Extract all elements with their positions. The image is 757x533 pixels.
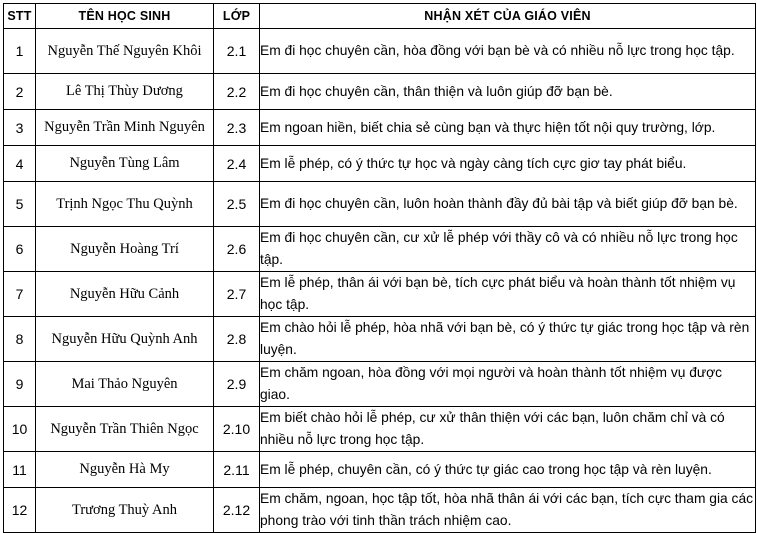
row-student-name: Mai Thảo Nguyên (36, 362, 214, 407)
table-row (4, 74, 756, 110)
row-student-name: Trịnh Ngọc Thu Quỳnh (36, 182, 214, 227)
row-student-name: Nguyễn Tùng Lâm (36, 146, 214, 182)
row-stt: 11 (4, 452, 36, 488)
row-student-name: Nguyễn Hà My (36, 452, 214, 488)
row-comment: Em đi học chuyên cần, thân thiện và luôn giúp đỡ bạn bè. (260, 74, 756, 110)
row-comment: Em lễ phép, thân ái với bạn bè, tích cực phát biểu và hoàn thành tốt nhiệm vụ học tập. (260, 272, 756, 317)
row-comment: Em đi học chuyên cần, cư xử lễ phép với thầy cô và có nhiều nỗ lực trong học tập. (260, 227, 756, 272)
row-stt: 6 (4, 227, 36, 272)
row-student-name: Nguyễn Hữu Cảnh (36, 272, 214, 317)
row-class: 2.1 (214, 29, 260, 74)
table-row (4, 272, 756, 317)
row-stt: 5 (4, 182, 36, 227)
header-stt: STT (4, 4, 36, 29)
table-row (4, 452, 756, 488)
table-row (4, 182, 756, 227)
table-row (4, 227, 756, 272)
table-row (4, 146, 756, 182)
row-class: 2.2 (214, 74, 260, 110)
row-class: 2.9 (214, 362, 260, 407)
row-class: 2.3 (214, 110, 260, 146)
row-stt: 9 (4, 362, 36, 407)
row-student-name: Lê Thị Thùy Dương (36, 74, 214, 110)
row-class: 2.4 (214, 146, 260, 182)
row-stt: 7 (4, 272, 36, 317)
table-row (4, 362, 756, 407)
row-comment: Em đi học chuyên cần, luôn hoàn thành đầy đủ bài tập và biết giúp đỡ bạn bè. (260, 182, 756, 227)
row-class: 2.7 (214, 272, 260, 317)
row-student-name: Nguyễn Hoàng Trí (36, 227, 214, 272)
student-comments-table (3, 3, 756, 533)
row-comment: Em chào hỏi lễ phép, hòa nhã với bạn bè, có ý thức tự giác trong học tập và rèn luyện. (260, 317, 756, 362)
row-student-name: Nguyễn Thế Nguyên Khôi (36, 29, 214, 74)
row-stt: 2 (4, 74, 36, 110)
table-row (4, 407, 756, 452)
table-row (4, 110, 756, 146)
row-class: 2.11 (214, 452, 260, 488)
row-comment: Em chăm ngoan, hòa đồng với mọi người và hoàn thành tốt nhiệm vụ được giao. (260, 362, 756, 407)
row-comment: Em đi học chuyên cần, hòa đồng với bạn bè và có nhiều nỗ lực trong học tập. (260, 29, 756, 74)
row-stt: 4 (4, 146, 36, 182)
table-row (4, 317, 756, 362)
row-comment: Em lễ phép, có ý thức tự học và ngày càng tích cực giơ tay phát biểu. (260, 146, 756, 182)
header-teacher-comment: NHẬN XÉT CỦA GIÁO VIÊN (260, 4, 756, 29)
row-class: 2.8 (214, 317, 260, 362)
row-class: 2.6 (214, 227, 260, 272)
row-student-name: Nguyễn Trần Minh Nguyên (36, 110, 214, 146)
row-class: 2.12 (214, 488, 260, 533)
row-comment: Em biết chào hỏi lễ phép, cư xử thân thiện với các bạn, luôn chăm chỉ và có nhiều nỗ lực trong học tập. (260, 407, 756, 452)
row-class: 2.10 (214, 407, 260, 452)
row-student-name: Nguyễn Trần Thiên Ngọc (36, 407, 214, 452)
row-stt: 3 (4, 110, 36, 146)
table-row (4, 488, 756, 533)
row-stt: 8 (4, 317, 36, 362)
row-stt: 10 (4, 407, 36, 452)
header-student-name: TÊN HỌC SINH (36, 4, 214, 29)
row-student-name: Trương Thuỳ Anh (36, 488, 214, 533)
table-row (4, 29, 756, 74)
row-student-name: Nguyễn Hữu Quỳnh Anh (36, 317, 214, 362)
row-comment: Em ngoan hiền, biết chia sẻ cùng bạn và thực hiện tốt nội quy trường, lớp. (260, 110, 756, 146)
row-class: 2.5 (214, 182, 260, 227)
row-comment: Em lễ phép, chuyên cần, có ý thức tự giác cao trong học tập và rèn luyện. (260, 452, 756, 488)
row-stt: 1 (4, 29, 36, 74)
header-row (4, 4, 756, 29)
row-comment: Em chăm, ngoan, học tập tốt, hòa nhã thân ái với các bạn, tích cực tham gia các phong trào với tinh thần trách nhiệm cao. (260, 488, 756, 533)
header-class: LỚP (214, 4, 260, 29)
row-stt: 12 (4, 488, 36, 533)
